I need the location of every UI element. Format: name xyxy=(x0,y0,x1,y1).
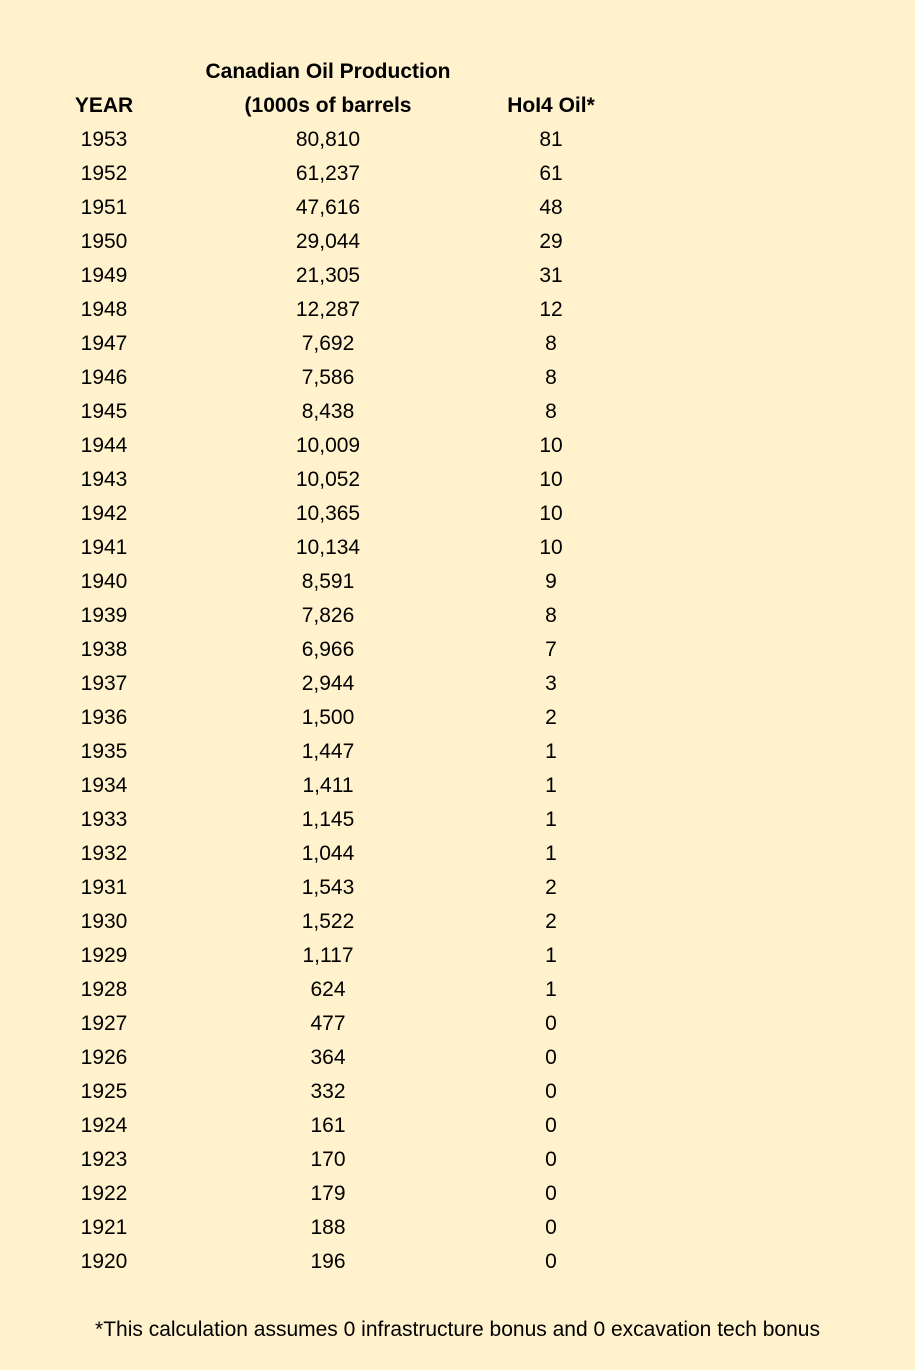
cell-hoi4-oil: 8 xyxy=(545,604,557,627)
cell-year: 1938 xyxy=(80,638,128,661)
cell-year: 1925 xyxy=(80,1080,128,1103)
cell-hoi4-oil: 81 xyxy=(539,128,563,151)
header-production-line2: (1000s of barrels xyxy=(244,94,412,117)
cell-production: 7,692 xyxy=(301,332,355,355)
cell-production: 179 xyxy=(310,1182,346,1205)
table-row xyxy=(0,225,915,259)
cell-production: 1,447 xyxy=(301,740,355,763)
cell-hoi4-oil: 0 xyxy=(545,1046,557,1069)
cell-production: 29,044 xyxy=(295,230,361,253)
table-row xyxy=(0,1041,915,1075)
cell-year: 1941 xyxy=(80,536,128,559)
table-row xyxy=(0,565,915,599)
cell-hoi4-oil: 8 xyxy=(545,400,557,423)
cell-production: 61,237 xyxy=(295,162,361,185)
cell-production: 1,522 xyxy=(301,910,355,933)
table-row xyxy=(0,531,915,565)
table-row xyxy=(0,769,915,803)
table-row xyxy=(0,667,915,701)
header-production-line1: Canadian Oil Production xyxy=(205,60,451,83)
cell-year: 1931 xyxy=(80,876,128,899)
table-row xyxy=(0,701,915,735)
table-row xyxy=(0,1007,915,1041)
table-row xyxy=(0,463,915,497)
cell-production: 8,591 xyxy=(301,570,355,593)
table-row xyxy=(0,1143,915,1177)
cell-hoi4-oil: 2 xyxy=(545,706,557,729)
cell-year: 1940 xyxy=(80,570,128,593)
cell-hoi4-oil: 12 xyxy=(539,298,563,321)
cell-production: 6,966 xyxy=(301,638,355,661)
cell-hoi4-oil: 0 xyxy=(545,1114,557,1137)
cell-hoi4-oil: 48 xyxy=(539,196,563,219)
cell-hoi4-oil: 0 xyxy=(545,1216,557,1239)
cell-year: 1943 xyxy=(80,468,128,491)
table-row xyxy=(0,327,915,361)
cell-year: 1935 xyxy=(80,740,128,763)
table-row xyxy=(0,905,915,939)
cell-hoi4-oil: 10 xyxy=(539,536,563,559)
cell-hoi4-oil: 29 xyxy=(539,230,563,253)
cell-production: 47,616 xyxy=(295,196,361,219)
cell-year: 1927 xyxy=(80,1012,128,1035)
table-row xyxy=(0,497,915,531)
table-row xyxy=(0,1075,915,1109)
cell-production: 1,145 xyxy=(301,808,355,831)
table-row xyxy=(0,123,915,157)
table-row xyxy=(0,735,915,769)
table-row xyxy=(0,599,915,633)
table-row xyxy=(0,1177,915,1211)
cell-production: 332 xyxy=(310,1080,346,1103)
cell-hoi4-oil: 10 xyxy=(539,502,563,525)
cell-year: 1924 xyxy=(80,1114,128,1137)
table-row xyxy=(0,1109,915,1143)
cell-production: 161 xyxy=(310,1114,346,1137)
cell-year: 1936 xyxy=(80,706,128,729)
table-body xyxy=(0,123,915,1279)
cell-production: 1,411 xyxy=(302,774,354,797)
cell-hoi4-oil: 7 xyxy=(545,638,557,661)
cell-hoi4-oil: 1 xyxy=(545,842,557,865)
cell-year: 1934 xyxy=(80,774,128,797)
cell-hoi4-oil: 1 xyxy=(545,944,557,967)
cell-hoi4-oil: 1 xyxy=(545,978,557,1001)
table-row xyxy=(0,361,915,395)
cell-year: 1952 xyxy=(80,162,128,185)
footnote: *This calculation assumes 0 infrastructure bonus and 0 excavation tech bonus xyxy=(95,1318,820,1341)
cell-year: 1930 xyxy=(80,910,128,933)
cell-hoi4-oil: 0 xyxy=(545,1148,557,1171)
cell-year: 1942 xyxy=(80,502,128,525)
cell-hoi4-oil: 8 xyxy=(545,332,557,355)
cell-year: 1937 xyxy=(80,672,128,695)
cell-year: 1944 xyxy=(80,434,128,457)
header-hoi4-oil: HoI4 Oil* xyxy=(507,94,595,117)
cell-year: 1939 xyxy=(80,604,128,627)
cell-hoi4-oil: 0 xyxy=(545,1250,557,1273)
table-row xyxy=(0,1245,915,1279)
table-row xyxy=(0,633,915,667)
cell-production: 2,944 xyxy=(301,672,355,695)
cell-hoi4-oil: 2 xyxy=(545,876,557,899)
cell-production: 10,009 xyxy=(295,434,361,457)
cell-hoi4-oil: 8 xyxy=(545,366,557,389)
table-row xyxy=(0,395,915,429)
cell-production: 80,810 xyxy=(295,128,361,151)
cell-year: 1946 xyxy=(80,366,128,389)
table-row xyxy=(0,259,915,293)
cell-production: 170 xyxy=(310,1148,346,1171)
table-row xyxy=(0,429,915,463)
cell-production: 1,543 xyxy=(301,876,355,899)
cell-hoi4-oil: 9 xyxy=(545,570,557,593)
cell-year: 1948 xyxy=(80,298,128,321)
cell-production: 1,044 xyxy=(301,842,355,865)
cell-year: 1922 xyxy=(80,1182,128,1205)
cell-production: 10,134 xyxy=(295,536,361,559)
cell-production: 10,365 xyxy=(295,502,361,525)
cell-year: 1947 xyxy=(80,332,128,355)
cell-hoi4-oil: 1 xyxy=(545,808,557,831)
table-row xyxy=(0,973,915,1007)
cell-year: 1926 xyxy=(80,1046,128,1069)
cell-production: 7,826 xyxy=(301,604,355,627)
cell-production: 196 xyxy=(310,1250,346,1273)
cell-year: 1921 xyxy=(80,1216,128,1239)
cell-hoi4-oil: 31 xyxy=(539,264,563,287)
table-row xyxy=(0,939,915,973)
cell-year: 1932 xyxy=(80,842,128,865)
cell-production: 8,438 xyxy=(301,400,355,423)
cell-production: 1,117 xyxy=(302,944,354,967)
table-row xyxy=(0,837,915,871)
cell-hoi4-oil: 0 xyxy=(545,1012,557,1035)
cell-hoi4-oil: 10 xyxy=(539,468,563,491)
cell-production: 12,287 xyxy=(295,298,361,321)
cell-hoi4-oil: 0 xyxy=(545,1080,557,1103)
table-row xyxy=(0,1211,915,1245)
table-row xyxy=(0,157,915,191)
cell-production: 1,500 xyxy=(301,706,355,729)
cell-year: 1933 xyxy=(80,808,128,831)
cell-hoi4-oil: 61 xyxy=(539,162,563,185)
cell-year: 1949 xyxy=(80,264,128,287)
table-row xyxy=(0,803,915,837)
cell-production: 21,305 xyxy=(295,264,361,287)
cell-year: 1953 xyxy=(80,128,128,151)
cell-year: 1920 xyxy=(80,1250,128,1273)
cell-production: 364 xyxy=(310,1046,346,1069)
header-year: YEAR xyxy=(74,94,134,117)
table-row xyxy=(0,191,915,225)
table-row xyxy=(0,871,915,905)
cell-production: 188 xyxy=(310,1216,346,1239)
cell-hoi4-oil: 2 xyxy=(545,910,557,933)
cell-year: 1950 xyxy=(80,230,128,253)
cell-year: 1928 xyxy=(80,978,128,1001)
cell-year: 1923 xyxy=(80,1148,128,1171)
cell-year: 1951 xyxy=(80,196,128,219)
cell-year: 1929 xyxy=(80,944,128,967)
cell-production: 477 xyxy=(310,1012,346,1035)
cell-hoi4-oil: 10 xyxy=(539,434,563,457)
cell-hoi4-oil: 1 xyxy=(545,774,557,797)
cell-hoi4-oil: 1 xyxy=(545,740,557,763)
cell-production: 10,052 xyxy=(295,468,361,491)
cell-hoi4-oil: 0 xyxy=(545,1182,557,1205)
table-row xyxy=(0,293,915,327)
cell-production: 7,586 xyxy=(301,366,355,389)
cell-production: 624 xyxy=(310,978,346,1001)
cell-hoi4-oil: 3 xyxy=(545,672,557,695)
cell-year: 1945 xyxy=(80,400,128,423)
